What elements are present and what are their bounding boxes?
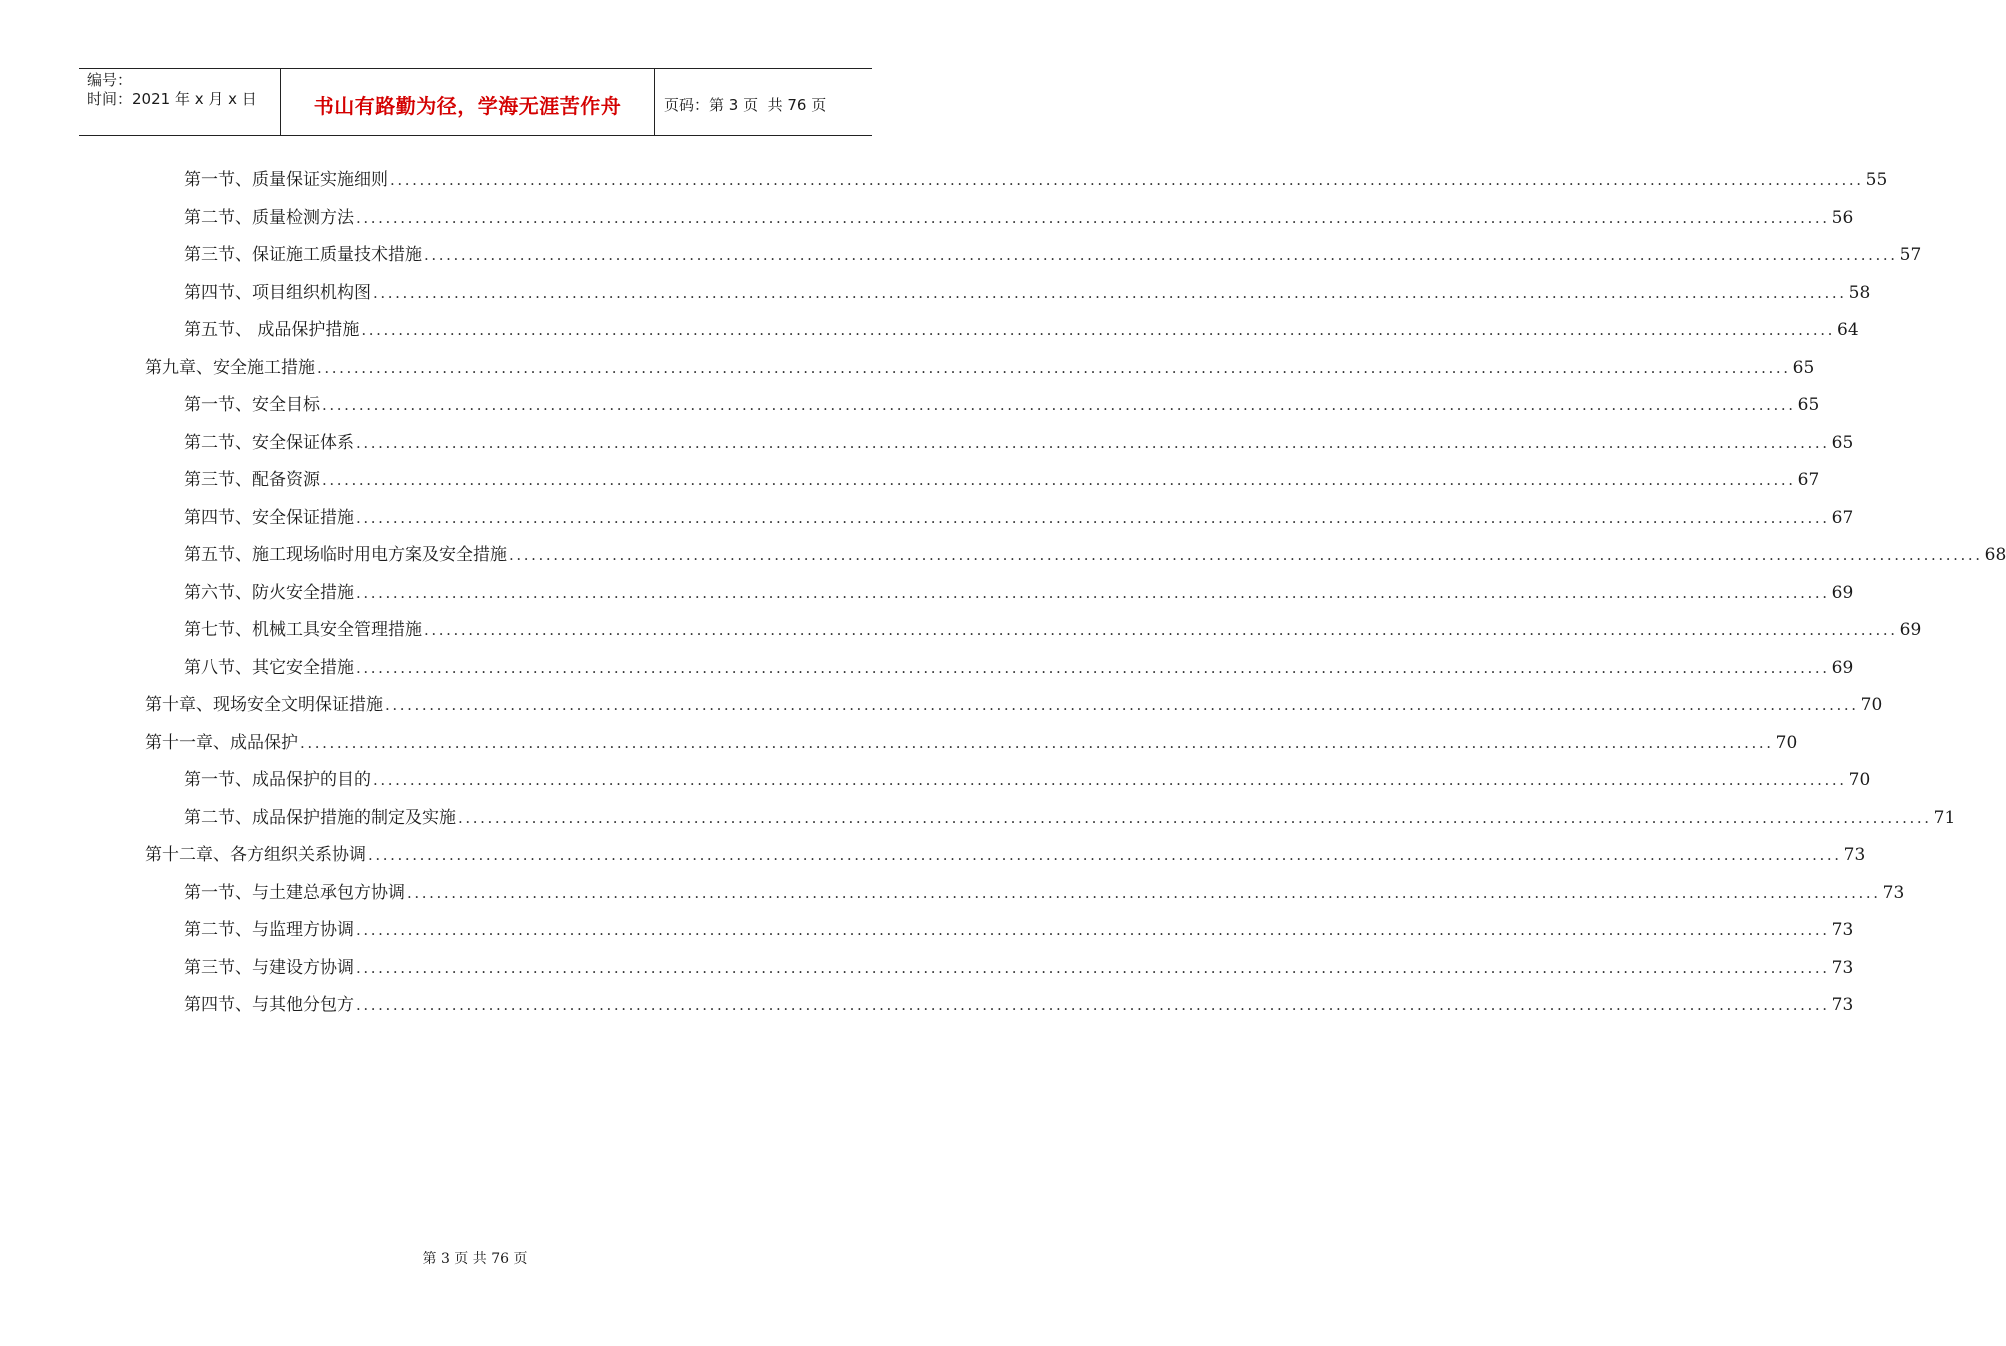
toc-leader-dots: ........................................................................................................................................................................................................ (356, 658, 1830, 677)
toc-leader-dots: ........................................................................................................................................................................................................ (424, 246, 1898, 264)
toc-entry-title: 第七节、机械工具安全管理措施 (184, 620, 422, 640)
toc-entry-page: 73 (1882, 882, 1905, 903)
toc-entry-title: 第二节、安全保证体系 (184, 432, 354, 453)
toc-section-entry[interactable] (184, 578, 1854, 615)
toc-leader-dots: ........................................................................................................................................................................................................ (424, 621, 1898, 639)
toc-leader-dots: ........................................................................................................................................................................................................ (356, 996, 1830, 1014)
toc-chapter-entry[interactable] (145, 690, 1883, 727)
toc-entry-title: 第三节、保证施工质量技术措施 (184, 245, 422, 265)
document-number-label: 编号： (87, 71, 133, 89)
toc-entry-title: 第二节、质量检测方法 (184, 207, 354, 228)
toc-entry-title: 第十章、现场安全文明保证措施 (145, 695, 383, 715)
toc-section-entry[interactable] (184, 503, 1854, 540)
toc-section-entry[interactable] (184, 278, 1871, 315)
toc-entry-page: 65 (1797, 395, 1820, 415)
toc-section-entry[interactable] (184, 653, 1854, 690)
toc-entry-page: 67 (1797, 470, 1820, 490)
toc-entry-page: 73 (1831, 957, 1854, 978)
toc-entry-page: 71 (1933, 807, 1956, 828)
toc-leader-dots: ........................................................................................................................................................................................................ (300, 733, 1774, 752)
toc-section-entry[interactable] (184, 465, 1820, 502)
toc-chapter-entry[interactable] (145, 728, 1798, 765)
toc-entry-page: 69 (1899, 620, 1922, 640)
toc-leader-dots: ........................................................................................................................................................................................................ (373, 283, 1847, 302)
toc-leader-dots: ........................................................................................................................................................................................................ (317, 358, 1791, 377)
toc-section-entry[interactable] (184, 390, 1820, 427)
toc-section-entry[interactable] (184, 428, 1854, 465)
toc-entry-title: 第四节、项目组织机构图 (184, 282, 371, 303)
toc-entry-title: 第三节、与建设方协调 (184, 957, 354, 978)
toc-section-entry[interactable] (184, 990, 1854, 1027)
toc-leader-dots: ........................................................................................................................................................................................................ (356, 921, 1830, 939)
toc-entry-title: 第五节、 成品保护措施 (184, 320, 360, 340)
toc-leader-dots: ........................................................................................................................................................................................................ (368, 846, 1842, 864)
footer-page-number: 第 3 页 共 76 页 (422, 1251, 528, 1267)
toc-leader-dots: ........................................................................................................................................................................................................ (322, 471, 1796, 489)
toc-entry-page: 65 (1792, 357, 1815, 378)
toc-leader-dots: ........................................................................................................................................................................................................ (322, 396, 1796, 414)
toc-leader-dots: ........................................................................................................................................................................................................ (356, 583, 1830, 602)
toc-entry-page: 55 (1865, 170, 1888, 190)
toc-entry-title: 第六节、防火安全措施 (184, 582, 354, 603)
toc-chapter-entry[interactable] (145, 353, 1815, 390)
toc-section-entry[interactable] (184, 615, 1922, 652)
toc-entry-title: 第十二章、各方组织关系协调 (145, 845, 366, 865)
toc-leader-dots: ........................................................................................................................................................................................................ (356, 958, 1830, 977)
header-page-info (655, 69, 872, 135)
toc-entry-page: 70 (1848, 770, 1871, 790)
toc-section-entry[interactable] (184, 540, 2006, 577)
toc-entry-title: 第一节、成品保护的目的 (184, 770, 371, 790)
toc-entry-page: 67 (1831, 507, 1854, 528)
toc-section-entry[interactable] (184, 803, 1956, 840)
toc-entry-title: 第九章、安全施工措施 (145, 357, 315, 378)
toc-entry-page: 73 (1843, 845, 1866, 865)
toc-leader-dots: ........................................................................................................................................................................................................ (385, 696, 1859, 714)
toc-entry-title: 第一节、质量保证实施细则 (184, 170, 388, 190)
toc-entry-title: 第十一章、成品保护 (145, 732, 298, 753)
toc-entry-title: 第四节、与其他分包方 (184, 995, 354, 1015)
toc-chapter-entry[interactable] (145, 840, 1866, 877)
toc-leader-dots: ........................................................................................................................................................................................................ (356, 208, 1830, 227)
toc-entry-page: 65 (1831, 432, 1854, 453)
toc-leader-dots: ........................................................................................................................................................................................................ (356, 508, 1830, 527)
toc-section-entry[interactable] (184, 315, 1859, 352)
toc-entry-page: 58 (1848, 282, 1871, 303)
toc-leader-dots: ........................................................................................................................................................................................................ (373, 771, 1847, 789)
toc-entry-page: 69 (1831, 582, 1854, 603)
toc-entry-page: 64 (1837, 320, 1859, 340)
toc-section-entry[interactable] (184, 915, 1854, 952)
toc-entry-title: 第一节、与土建总承包方协调 (184, 882, 405, 903)
toc-entry-title: 第三节、配备资源 (184, 470, 320, 490)
toc-entry-title: 第二节、与监理方协调 (184, 920, 354, 940)
toc-entry-page: 68 (1984, 545, 2006, 565)
toc-entry-title: 第五节、施工现场临时用电方案及安全措施 (184, 545, 507, 565)
toc-entry-page: 70 (1860, 695, 1883, 715)
toc-entry-page: 57 (1899, 245, 1922, 265)
page-footer (0, 1248, 950, 1268)
toc-leader-dots: ........................................................................................................................................................................................................ (407, 883, 1881, 902)
document-header (79, 68, 872, 136)
header-meta (79, 69, 281, 135)
toc-entry-page: 73 (1831, 920, 1854, 940)
toc-entry-page: 69 (1831, 657, 1854, 678)
toc-section-entry[interactable] (184, 878, 1905, 915)
toc-leader-dots: ........................................................................................................................................................................................................ (356, 433, 1830, 452)
toc-entry-title: 第二节、成品保护措施的制定及实施 (184, 807, 456, 828)
toc-leader-dots: ........................................................................................................................................................................................................ (361, 321, 1836, 339)
toc-leader-dots: ........................................................................................................................................................................................................ (390, 171, 1864, 189)
toc-section-entry[interactable] (184, 165, 1888, 202)
toc-entry-title: 第四节、安全保证措施 (184, 507, 354, 528)
document-date-label: 时间：2021 年 x 月 x 日 (87, 90, 257, 108)
toc-entry-title: 第八节、其它安全措施 (184, 657, 354, 678)
toc-entry-page: 73 (1831, 995, 1854, 1015)
toc-leader-dots: ........................................................................................................................................................................................................ (458, 808, 1932, 827)
toc-section-entry[interactable] (184, 953, 1854, 990)
toc-section-entry[interactable] (184, 203, 1854, 240)
header-page-label: 页码：第 3 页 共 76 页 (664, 95, 827, 114)
toc-section-entry[interactable] (184, 765, 1871, 802)
header-motto: 书山有路勤为径，学海无涯苦作舟 (281, 69, 655, 135)
toc-entry-page: 70 (1775, 732, 1798, 753)
toc-leader-dots: ........................................................................................................................................................................................................ (509, 546, 1983, 564)
toc-entry-title: 第一节、安全目标 (184, 395, 320, 415)
toc-section-entry[interactable] (184, 240, 1922, 277)
toc-entry-page: 56 (1831, 207, 1854, 228)
